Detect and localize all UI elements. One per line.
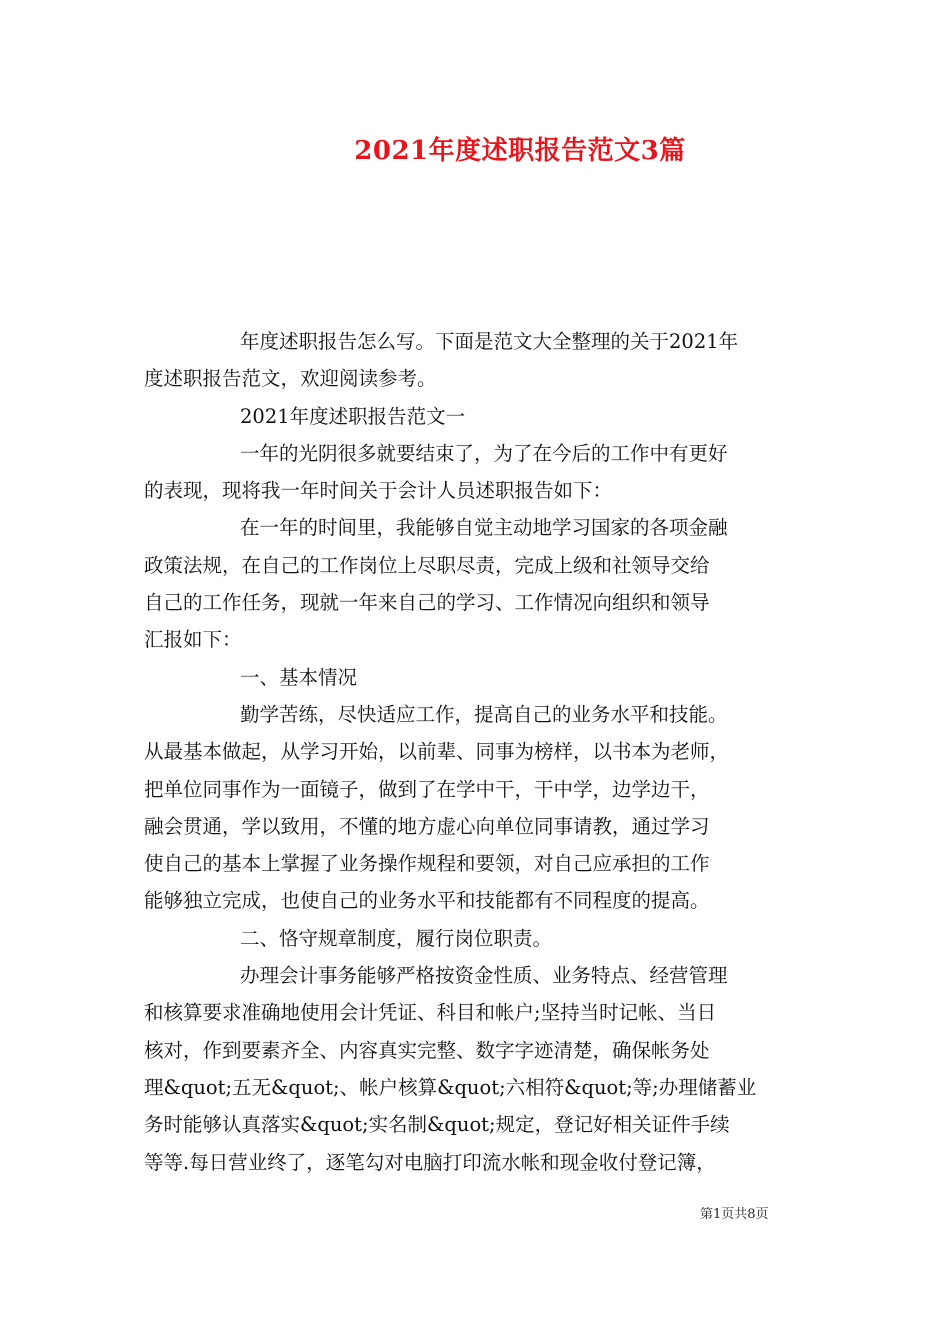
paragraph-line: 在一年的时间里，我能够自觉主动地学习国家的各项金融 <box>240 516 728 540</box>
paragraph-line: 自己的工作任务，现就一年来自己的学习、工作情况向组织和领导 <box>144 591 710 615</box>
section-heading: 2021年度述职报告范文一 <box>240 404 466 428</box>
paragraph-line: 度述职报告范文，欢迎阅读参考。 <box>144 367 437 391</box>
page-number: 第1页共8页 <box>700 1207 769 1222</box>
paragraph-line: 使自己的基本上掌握了业务操作规程和要领，对自己应承担的工作 <box>144 852 710 876</box>
paragraph-line: 汇报如下： <box>144 628 242 652</box>
paragraph-line: 理&quot;五无&quot;、帐户核算&quot;六相符&quot;等;办理储蓄业 <box>144 1075 757 1099</box>
paragraph-line: 把单位同事作为一面镜子，做到了在学中干，干中学，边学边干， <box>144 777 710 801</box>
document-body <box>144 323 814 1181</box>
paragraph-line: 等等.每日营业终了，逐笔勾对电脑打印流水帐和现金收付登记簿， <box>144 1150 716 1174</box>
section-heading: 一、基本情况 <box>240 665 358 689</box>
paragraph-line: 核对，作到要素齐全、内容真实完整、数字字迹清楚，确保帐务处 <box>144 1038 710 1062</box>
paragraph-line: 一年的光阴很多就要结束了，为了在今后的工作中有更好 <box>240 441 728 465</box>
paragraph-line: 和核算要求准确地使用会计凭证、科目和帐户;坚持当时记帐、当日 <box>144 1001 717 1025</box>
document-title: 2021年度述职报告范文3篇 <box>354 136 686 166</box>
paragraph-line: 勤学苦练，尽快适应工作，提高自己的业务水平和技能。 <box>240 702 728 726</box>
paragraph-line: 融会贯通，学以致用，不懂的地方虚心向单位同事请教，通过学习 <box>144 814 710 838</box>
paragraph-line: 能够独立完成，也使自己的业务水平和技能都有不同程度的提高。 <box>144 889 710 913</box>
paragraph-line: 务时能够认真落实&quot;实名制&quot;规定，登记好相关证件手续 <box>144 1113 730 1137</box>
paragraph-line: 政策法规，在自己的工作岗位上尽职尽责，完成上级和社领导交给 <box>144 553 710 577</box>
paragraph-line: 年度述职报告怎么写。下面是范文大全整理的关于2021年 <box>240 330 739 353</box>
section-heading: 二、恪守规章制度，履行岗位职责。 <box>240 926 553 950</box>
paragraph-line: 从最基本做起，从学习开始，以前辈、同事为榜样，以书本为老师， <box>144 740 730 764</box>
paragraph-line: 的表现，现将我一年时间关于会计人员述职报告如下： <box>144 479 613 503</box>
paragraph-line: 办理会计事务能够严格按资金性质、业务特点、经营管理 <box>240 964 728 988</box>
